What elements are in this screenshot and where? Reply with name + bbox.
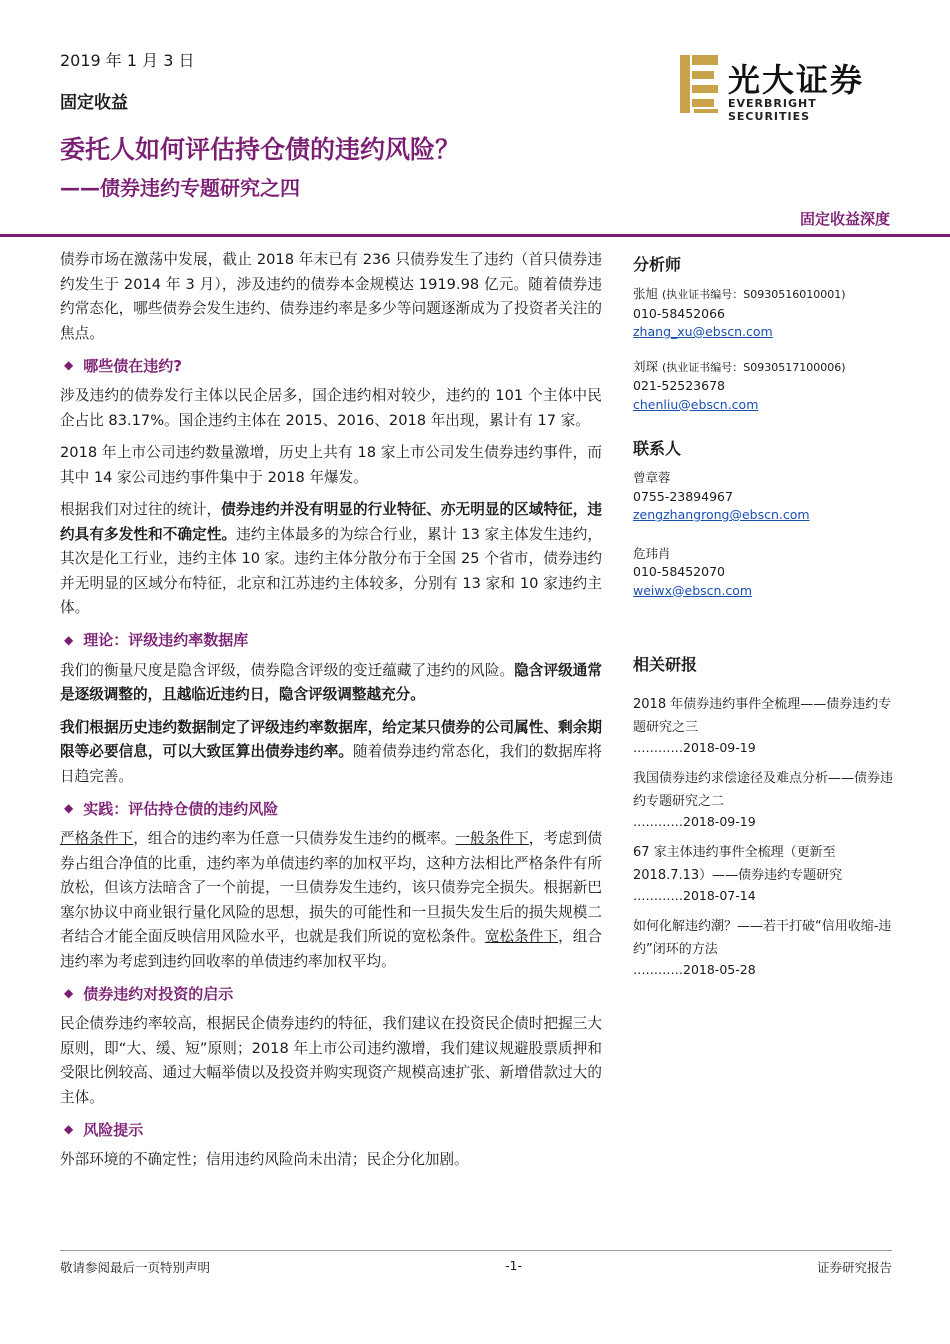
spacer — [633, 342, 895, 358]
bold-text: 隐含评级通常是逐级调整的，且越临近违约日，隐含评级调整越充分。 — [60, 661, 602, 703]
sidebar — [633, 252, 895, 989]
spacer — [633, 600, 895, 652]
diamond-bullet-icon: ◆ — [64, 986, 74, 1000]
page-footer — [60, 1258, 892, 1276]
section-title: 理论：评级违约率数据库 — [83, 631, 249, 649]
analyst-cert: (执业证书编号：S0930517100006) — [662, 360, 846, 374]
related-report-item[interactable] — [633, 841, 895, 905]
analyst-name-line — [633, 358, 895, 378]
underlined-term: 宽松条件下 — [484, 928, 559, 945]
analyst-phone: 010-58452066 — [633, 305, 725, 321]
section-heading — [60, 1118, 602, 1140]
analyst-email-link[interactable]: zhang_xu@ebscn.com — [633, 324, 773, 339]
section-title: 实践：评估持仓债的违约风险 — [83, 799, 279, 818]
analyst-name-line — [633, 285, 895, 305]
page-number: -1- — [505, 1258, 522, 1273]
diamond-bullet-icon: ◆ — [64, 632, 74, 647]
paragraph: 外部环境的不确定性；信用违约风险尚未出清；民企分化加剧。 — [60, 1151, 469, 1168]
related-report-title: 我国债券违约求偿途径及难点分析——债券违约专题研究之二 — [633, 771, 894, 809]
contact-name: 曾章蓉 — [633, 470, 671, 485]
text-span: ，组合违约率为考虑到违约回收率的单债违约率加权平均。 — [60, 928, 602, 970]
report-date: 2019 年 1 月 3 日 — [60, 51, 195, 70]
contact-card — [633, 545, 895, 601]
related-report-date: …………2018-09-19 — [633, 814, 756, 829]
contact-card — [633, 469, 895, 525]
footer-report-type: 证券研究报告 — [816, 1260, 892, 1275]
paragraph: 涉及违约的债券发行主体以民企居多，国企违约相对较少，违约的 101 个主体中民企占比 83.17%。国企违约主体在 2015、2016、2018 年出现，累计有 17 家。 — [60, 387, 602, 429]
footer-divider — [60, 1250, 892, 1251]
spacer — [633, 525, 895, 545]
analyst-name: 张旭 — [633, 286, 659, 301]
report-category: 固定收益 — [60, 93, 128, 113]
text-span: 根据我们对过往的统计， — [60, 501, 222, 518]
related-report-date: …………2018-05-28 — [633, 962, 756, 977]
contact-phone: 0755-23894967 — [633, 488, 733, 504]
related-report-item[interactable] — [633, 767, 895, 831]
spacer — [633, 414, 895, 436]
text-span: 我们的衡量尺度是隐含评级，债券隐含评级的变迁蕴藏了违约的风险。 — [60, 661, 515, 679]
logo-english-text: EVERBRIGHT SECURITIES — [728, 97, 817, 123]
company-logo — [680, 55, 895, 123]
related-report-item[interactable] — [633, 915, 895, 979]
everbright-logo-icon — [680, 55, 718, 113]
related-report-date: …………2018-07-14 — [633, 888, 756, 903]
text-span: 违约主体最多的为综合行业，累计 13 家主体发生违约，其次是化工行业，违约主体 10 家。违约主体分散分布于全国 25 个省市，债券违约并无明显的区域分布特征，北京和江苏违约主体较多，分别有 13 家和 10 家违约主体。 — [60, 525, 602, 616]
underlined-term: 一般条件下 — [455, 830, 529, 847]
logo-chinese-text: 光大证券 — [728, 61, 865, 99]
section-heading — [60, 797, 602, 819]
report-subtitle: ——债券违约专题研究之四 — [60, 176, 300, 200]
paragraph: 民企债券违约率较高，根据民企债券违约的特征，我们建议在投资民企债时把握三大原则，即“大、缓、短”原则；2018 年上市公司违约激增，我们建议规避股票质押和受限比例较高、通过大幅举债以及投资并购实现资产规模高速扩张、新增借款过大的主体。 — [60, 1015, 602, 1106]
paragraph — [60, 716, 602, 790]
section-heading — [60, 629, 602, 651]
underlined-term: 严格条件下 — [60, 830, 134, 847]
header-divider — [0, 234, 950, 237]
section-title: 风险提示 — [83, 1120, 144, 1139]
diamond-bullet-icon: ◆ — [64, 1122, 74, 1136]
bold-text: 我们根据历史违约数据制定了评级违约率数据库，给定某只债券的公司属性、剩余期限等必要信息，可以大致匡算出债券违约率。 — [60, 718, 602, 760]
analyst-name: 刘琛 — [633, 358, 659, 374]
intro-paragraph: 债券市场在激荡中发展，截止 2018 年末已有 236 只债券发生了违约（首只债券违约发生于 2014 年 3 月），涉及违约的债券本金规模达 1919.98 亿元。随着债券违约常态化，哪些债券会发生违约、债券违约率是多少等问题逐渐成为了投资者关注的焦点。 — [60, 251, 602, 342]
contact-name: 危玮肖 — [633, 545, 671, 561]
text-span: ，组合的违约率为任意一只债券发生违约的概率。 — [133, 830, 456, 847]
related-report-item[interactable] — [633, 693, 895, 757]
related-reports-heading: 相关研报 — [633, 655, 698, 674]
section-title: 债券违约对投资的启示 — [83, 984, 234, 1003]
bold-text: 债券违约并没有明显的行业特征、亦无明显的区域特征，违约具有多发性和不确定性。 — [60, 501, 602, 543]
analyst-heading: 分析师 — [633, 255, 682, 274]
analyst-card — [633, 285, 895, 342]
report-type-tag: 固定收益深度 — [799, 210, 890, 228]
analyst-cert: (执业证书编号：S0930516010001) — [662, 288, 846, 301]
analyst-card — [633, 358, 895, 415]
diamond-bullet-icon: ◆ — [64, 358, 74, 372]
related-report-title: 67 家主体违约事件全梳理（更新至 2018.7.13）——债券违约专题研究 — [633, 845, 843, 883]
related-report-title: 如何化解违约潮？——若干打破“信用收缩-违约”闭环的方法 — [633, 919, 892, 957]
paragraph — [60, 498, 602, 621]
related-report-date: …………2018-09-19 — [633, 740, 756, 755]
paragraph — [60, 827, 602, 974]
section-heading — [60, 354, 602, 376]
diamond-bullet-icon: ◆ — [64, 801, 74, 815]
text-span: ，考虑到债券占组合净值的比重，违约率为单债违约率的加权平均，这种方法相比严格条件有所放松，但该方法暗含了一个前提，一旦债券发生违约，该只债券完全损失。根据新巴塞尔协议中商业银行量化风险的思想，损失的可能性和一旦损失发生后的损失规模二者结合才能全面反映信用风险水平，也就是我们所说的宽松条件。 — [60, 830, 602, 945]
contact-email-link[interactable]: zengzhangrong@ebscn.com — [633, 507, 810, 522]
paragraph: 2018 年上市公司违约数量激增，历史上共有 18 家上市公司发生债券违约事件，而其中 14 家公司违约事件集中于 2018 年爆发。 — [60, 444, 602, 486]
contact-heading: 联系人 — [633, 439, 682, 458]
paragraph — [60, 659, 602, 708]
report-title: 委托人如何评估持仓债的违约风险？ — [60, 135, 461, 164]
analyst-phone: 021-52523678 — [633, 378, 725, 393]
contact-email-link[interactable]: weiwx@ebscn.com — [633, 582, 753, 598]
section-heading — [60, 982, 602, 1004]
related-report-title: 2018 年债券违约事件全梳理——债券违约专题研究之三 — [633, 697, 892, 735]
footer-disclaimer: 敬请参阅最后一页特别声明 — [60, 1260, 211, 1275]
main-content — [60, 248, 602, 1181]
text-span: 随着债券违约常态化，我们的数据库将日趋完善。 — [60, 743, 602, 785]
analyst-email-link[interactable]: chenliu@ebscn.com — [633, 396, 759, 412]
section-title: 哪些债在违约? — [83, 356, 182, 375]
contact-phone: 010-58452070 — [633, 564, 725, 579]
